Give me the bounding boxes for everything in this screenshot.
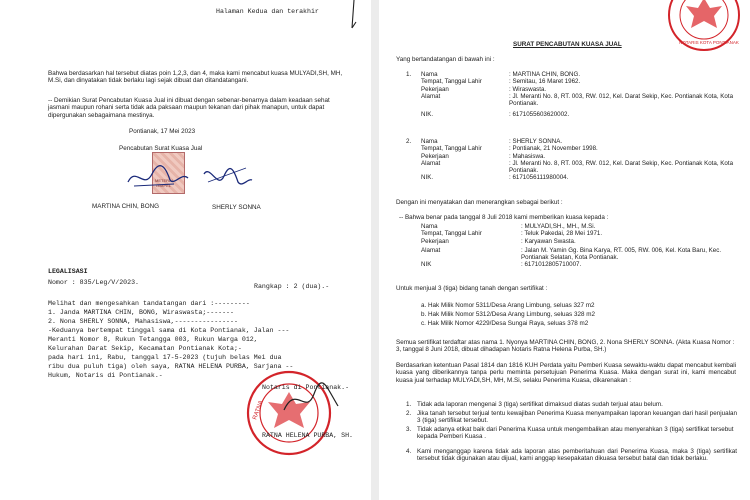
field-value: : Wiraswasta. [509, 85, 547, 93]
registered-text: Semua sertifikat terdaftar atas nama 1. Nyonya MARTINA CHIN, BONG, 2. Nona SHERLY SONNA. (Akta Kuasa Nomor : 3, tanggal 8 Juni 2018, dibuat dihadapan Notaris Ratna Helena Purba, SH.) [396, 339, 735, 354]
intro-text: Yang bertandatangan di bawah ini : [396, 56, 495, 63]
field-value: : Pontianak, 21 November 1998. [509, 145, 598, 153]
field-label: NIK. [421, 174, 434, 182]
field-label: Tempat, Tanggal Lahir [421, 145, 482, 153]
legalisasi-title: LEGALISASI [48, 268, 88, 275]
field-value: : 6171056111980004. [509, 174, 569, 182]
legal-basis-text: Berdasarkan ketentuan Pasal 1814 dan 1816 KUH Perdata yaitu Pemberi Kuasa sewaktu-waktu dapat mencabut kembali kuasa yang diberikannya tanpa perlu meminta persetujuan Penerima Kuasa. Maka dengan surat ini, kami mencabut kuasa jual terhadap MULYADI,SH, MH, M.Si, selaku Penerima Kuasa, dikarenakan : [396, 362, 736, 384]
reason-number: 2. [406, 410, 412, 417]
page-left [0, 0, 371, 500]
legal-line: 1. Janda MARTINA CHIN, BONG, Wiraswasta;------- [48, 309, 234, 316]
signatory-title: Pencabutan Surat Kuasa Jual [119, 145, 203, 152]
page-right [379, 0, 750, 500]
reason-text: Tidak ada laporan mengenai 3 (tiga) sertifikat dimaksud diatas sudah terjual atau belum. [417, 401, 663, 408]
field-value: : Karyawan Swasta. [521, 237, 576, 245]
page-header: Halaman Kedua dan terakhir [216, 8, 319, 15]
reason-number: 1. [406, 401, 412, 408]
field-label: NIK [421, 261, 432, 269]
field-label: Tempat, Tanggal Lahir [421, 78, 482, 86]
legalisasi-rangkap: Rangkap : 2 (dua).- [254, 283, 330, 290]
closing-paragraph: -- Demikian Surat Pencabutan Kuasa Jual ini dibuat dengan sebenar-benarnya dalam keadaan sehat jasmani maupun rohani serta tidak ada paksaan maupun tekanan dari pihak manapun, untuk dapat dipergunakan sebagaimana mestinya. [48, 97, 330, 119]
reason-text: Tidak adanya etikat baik dari Penerima Kuasa untuk mengembalikan atau menyerahkan 3 (tiga) sertifikat tersebut kepada Pemberi Kuasa . [417, 426, 734, 441]
certificate-item: a. Hak Milik Nomor 5311/Desa Arang Limbung, seluas 327 m2 [421, 302, 595, 309]
field-value: : 6171012805710007. [521, 261, 582, 269]
legal-line: pada hari ini, Rabu, tanggal 17-5-2023 (tujuh belas Mei dua [48, 354, 282, 361]
field-value: : 6171055603620002. [509, 111, 570, 119]
legalisasi-nomor: Nomor : 835/Leg/V/2023. [48, 279, 140, 286]
seal-text: NOTARIS KOTA PONTIANAK [679, 40, 739, 45]
field-label: Pekerjaan [421, 152, 449, 160]
legal-line: 2. Nona SHERLY SONNA, Mahasiswa,---------------- [48, 318, 238, 325]
person-2-table [421, 138, 739, 182]
reason-text: Jika tanah tersebut terjual tentu kewajiban Penerima Kuasa menyampaikan laporan keuangan dari hasil penjualan 3 (tiga) sertifikat tersebut. [417, 410, 737, 425]
field-value: : Jl. Meranti No. 8, RT. 003, RW. 012, Kel. Darat Sekip, Kec. Pontianak Kota, Kota Pontianak. [509, 159, 734, 175]
notary-place: Notaris di Pontianak.- [262, 384, 350, 391]
field-label: Pekerjaan [421, 237, 449, 245]
signatures [126, 160, 256, 196]
field-label: Alamat [421, 246, 441, 254]
field-label: Pekerjaan [421, 85, 449, 93]
person-2-number: 2. [406, 138, 412, 145]
field-value: : Teluk Pakedai, 28 Mei 1971. [521, 230, 603, 238]
field-label: NIK. [421, 111, 434, 119]
certificate-item: c. Hak Milik Nomor 4229/Desa Sungai Raya, seluas 378 m2 [421, 320, 589, 327]
reason-text: Kami menganggap karena tidak ada laporan atas pemberitahuan dari Penerima Kuasa, maka 3 (tiga) sertifikat tersebut tidak digunakan atau dijual, kami anggap kesepakatan dikuasa tersebut batal dan tidak berlaku. [417, 448, 737, 463]
field-label: Tempat, Tanggal Lahir [421, 230, 482, 238]
reason-number: 3. [406, 426, 412, 433]
field-value: : Jalan M. Yamin Gg. Bina Karya, RT. 005, RW. 006, Kel. Kota Baru, Kec. Pontianak Selatan, Kota Pontianak. [521, 246, 722, 262]
field-value: : MULYADI,SH., MH., M.Si. [521, 223, 596, 230]
reason-number: 4. [406, 448, 412, 455]
purpose-text: Untuk menjual 3 (tiga) bidang tanah dengan sertifikat : [396, 285, 548, 292]
certificate-item: b. Hak Milik Nomor 5312/Desa Arang Limbung, seluas 328 m2 [421, 311, 595, 318]
attorney-table [421, 223, 739, 269]
field-value: : Semitau, 16 Maret 1962. [509, 78, 581, 86]
legal-line: Kelurahan Darat Sekip, Kecamatan Pontianak Kota;- [48, 345, 242, 352]
person-1-table [421, 71, 739, 119]
bahwa-text: -- Bahwa benar pada tanggal 8 Juli 2018 kami memberikan kuasa kepada : [399, 214, 609, 221]
legal-line: Meranti Nomor 8, Rukun Tetangga 003, Rukun Warga 012, [48, 336, 258, 343]
place-date: Pontianak, 17 Mei 2023 [129, 128, 196, 135]
margin-paraf [345, 0, 363, 30]
legal-line: ribu dua puluh tiga) oleh saya, RATNA HELENA PURBA, Sarjana -- [48, 363, 294, 370]
legal-line: Melihat dan mengesahkan tandatangan dari :--------- [48, 300, 250, 307]
field-label: Nama [421, 138, 438, 145]
field-value: : SHERLY SONNA. [509, 138, 563, 145]
notary-name: RATNA HELENA PURBA, SH. [262, 432, 354, 439]
statement-text: Dengan ini menyatakan dan menerangkan sebagai berikut : [396, 199, 563, 206]
field-value: : MARTINA CHIN, BONG. [509, 71, 581, 78]
stamp-label: METERAI TEMPEL [155, 178, 173, 188]
body-paragraph: Bahwa berdasarkan hal tersebut diatas poin 1,2,3, dan 4, maka kami mencabut kuasa MULYADI,SH, MH, M.Si, dan dinyatakan tidak berlaku lagi sejak dibuat dan ditandatangani. [48, 70, 343, 85]
person-1-number: 1. [406, 71, 412, 78]
field-label: Nama [421, 71, 438, 78]
signer-1-name: MARTINA CHIN, BONG [92, 203, 160, 210]
field-label: Nama [421, 223, 438, 230]
field-value: : Jl. Meranti No. 8, RT. 003, RW. 012, Kel. Darat Sekip, Kec. Pontianak Kota, Kota Pontianak. [509, 92, 734, 108]
field-value: : Mahasiswa. [509, 152, 546, 160]
legal-line: -Keduanya bertempat tinggal sama di Kota Pontianak, Jalan --- [48, 327, 290, 334]
field-label: Alamat [421, 159, 441, 167]
legal-line: Hukum, Notaris di Pontianak.- [48, 372, 163, 379]
svg-text:RATNA: RATNA [252, 399, 265, 421]
field-label: Alamat [421, 92, 441, 100]
signer-2-name: SHERLY SONNA [212, 204, 261, 211]
document-title: SURAT PENCABUTAN KUASA JUAL [513, 41, 622, 48]
